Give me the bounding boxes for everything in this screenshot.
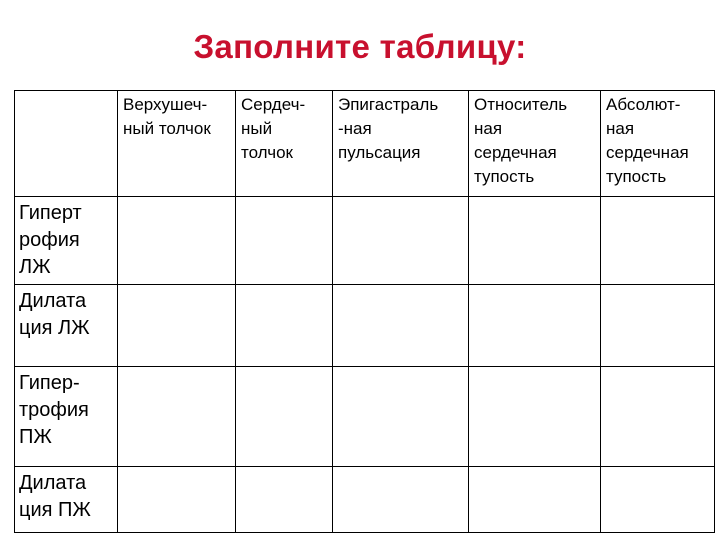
table-row bbox=[15, 197, 715, 285]
row-label: Гипер- трофия ПЖ bbox=[15, 367, 118, 467]
table-cell[interactable] bbox=[118, 197, 236, 285]
table-cell[interactable] bbox=[601, 285, 715, 367]
table-cell[interactable] bbox=[333, 285, 469, 367]
header-cell-epigastric-pulsation: Эпигастраль -ная пульсация bbox=[333, 91, 469, 197]
header-cell-apex-beat: Верхушеч- ный толчок bbox=[118, 91, 236, 197]
page-title: Заполните таблицу: bbox=[193, 28, 527, 65]
table-cell[interactable] bbox=[333, 467, 469, 533]
fill-in-table bbox=[14, 90, 715, 533]
table-cell[interactable] bbox=[118, 285, 236, 367]
header-cell-relative-dullness: Относитель ная сердечная тупость bbox=[469, 91, 601, 197]
row-label: Гиперт рофия ЛЖ bbox=[15, 197, 118, 285]
header-cell-absolute-dullness: Абсолют- ная сердечная тупость bbox=[601, 91, 715, 197]
row-label: Дилата ция ЛЖ bbox=[15, 285, 118, 367]
table-header-row bbox=[15, 91, 715, 197]
table-cell[interactable] bbox=[236, 467, 333, 533]
table-cell[interactable] bbox=[601, 197, 715, 285]
table-row bbox=[15, 285, 715, 367]
table-cell[interactable] bbox=[236, 367, 333, 467]
table-cell[interactable] bbox=[469, 467, 601, 533]
table-cell[interactable] bbox=[601, 367, 715, 467]
header-cell-empty bbox=[15, 91, 118, 197]
row-label: Дилата ция ПЖ bbox=[15, 467, 118, 533]
header-cell-cardiac-impulse: Сердеч- ный толчок bbox=[236, 91, 333, 197]
table-cell[interactable] bbox=[236, 197, 333, 285]
table-cell[interactable] bbox=[469, 197, 601, 285]
table-cell[interactable] bbox=[469, 285, 601, 367]
table-row bbox=[15, 367, 715, 467]
table-row bbox=[15, 467, 715, 533]
table-cell[interactable] bbox=[333, 367, 469, 467]
table-cell[interactable] bbox=[118, 367, 236, 467]
table-cell[interactable] bbox=[118, 467, 236, 533]
table-cell[interactable] bbox=[469, 367, 601, 467]
table-cell[interactable] bbox=[601, 467, 715, 533]
table-cell[interactable] bbox=[333, 197, 469, 285]
table-cell[interactable] bbox=[236, 285, 333, 367]
